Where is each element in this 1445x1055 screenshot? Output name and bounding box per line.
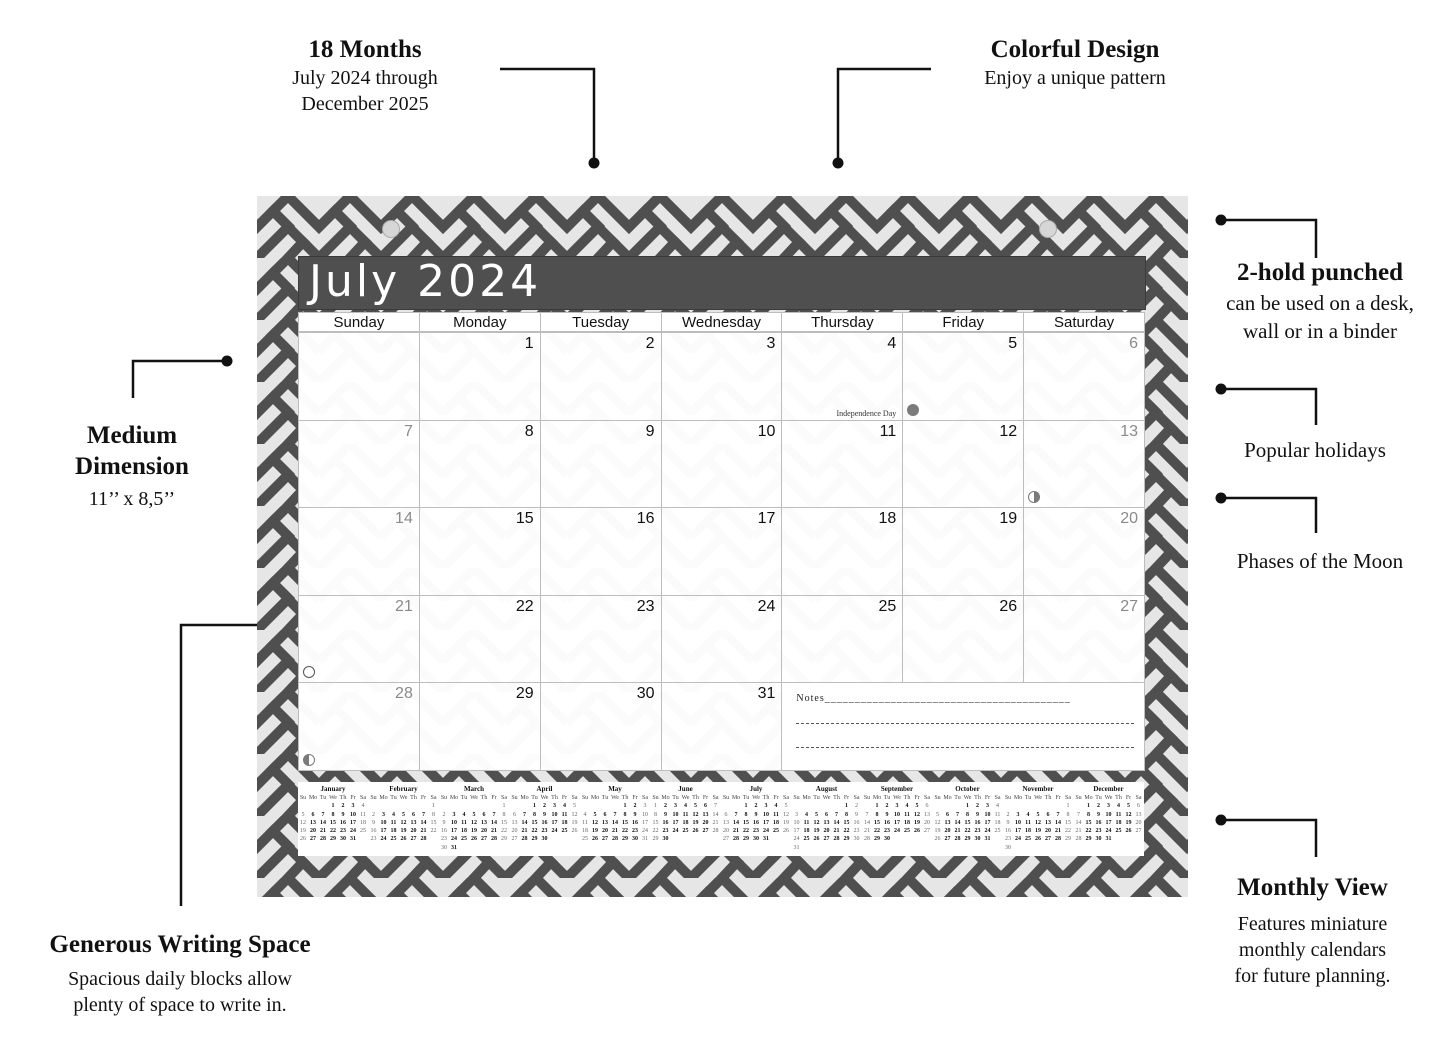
- mini-day-header: Su Mo Tu We Th Fr Sa: [863, 795, 930, 801]
- mini-week-row: 27 28 29 30: [511, 836, 548, 843]
- mini-week-row: 6 7 8 9 10 11 12: [724, 811, 789, 818]
- day-cell[interactable]: [902, 332, 1024, 421]
- mini-week-row: 30 31: [441, 844, 457, 851]
- mini-week-row: 9 10 11 12 13 14 15: [372, 819, 437, 826]
- weekday-header: Wednesday: [661, 312, 783, 332]
- day-cell[interactable]: [661, 682, 783, 771]
- day-number: 1: [524, 335, 534, 352]
- day-cell[interactable]: [540, 507, 662, 596]
- day-number: 30: [636, 685, 655, 703]
- weekday-header: Monday: [419, 312, 541, 332]
- annotation-text: Phases of the Moon: [1236, 549, 1404, 573]
- mini-month-name: October: [955, 785, 980, 793]
- day-number: 7: [403, 422, 413, 440]
- day-cell[interactable]: [661, 332, 783, 421]
- mini-week-row: 20 21 22 23 24 25 26: [723, 828, 789, 835]
- mini-week-row: 16 17 18 19 20 21 22: [441, 828, 507, 835]
- day-number: 29: [515, 685, 534, 703]
- mini-month-name: November: [1022, 785, 1054, 793]
- notes-box[interactable]: [781, 682, 1145, 771]
- day-number: 2: [645, 335, 655, 352]
- annotation-text: 11’’ x 8,5’’: [88, 488, 176, 510]
- mini-calendar: [933, 785, 1003, 844]
- mini-week-row: 7 8 9 10 11 12 13: [1077, 811, 1142, 818]
- annotation-title: Generous Writing Space: [49, 931, 311, 958]
- mini-week-row: 21 22 23 24 25 26 27: [864, 828, 930, 835]
- day-number: 23: [636, 597, 655, 615]
- day-number: 10: [757, 422, 776, 440]
- mini-month-name: December: [1093, 785, 1124, 793]
- mini-week-row: 25 26 27 28 29 30 31: [582, 836, 648, 843]
- mini-week-row: 8 9 10 11 12 13 14: [654, 811, 719, 818]
- annotation-text: July 2024 through: [292, 67, 438, 89]
- weekday-header: Thursday: [781, 312, 903, 332]
- day-number: 22: [515, 597, 534, 615]
- mini-calendar: [439, 785, 509, 852]
- day-number: 8: [524, 422, 534, 440]
- month-title: July 2024: [309, 256, 542, 307]
- mini-day-header: Su Mo Tu We Th Fr Sa: [581, 795, 648, 801]
- mini-week-row: 28 29 30: [864, 836, 890, 843]
- day-cell[interactable]: [540, 420, 662, 509]
- day-number: 21: [395, 597, 413, 615]
- mini-month-name: June: [678, 785, 693, 793]
- annotation-title: Monthly View: [1237, 874, 1388, 901]
- annotation-hole-punched: [1195, 257, 1445, 344]
- mini-week-row: 26 27 28 29 30 31: [934, 836, 991, 843]
- mini-week-row: 23 24 25 26 27 28 29: [1005, 836, 1071, 843]
- annotation-medium-dimension: [47, 420, 217, 512]
- mini-week-row: 1: [1066, 803, 1070, 810]
- day-number: 12: [999, 422, 1018, 440]
- annotation-text: monthly calendars: [1238, 939, 1387, 961]
- mini-week-row: 2 3 4 5 6 7 8: [442, 811, 506, 818]
- weekday-header: Sunday: [298, 312, 420, 332]
- annotation-text: Features miniature: [1237, 913, 1388, 935]
- mini-month-name: February: [389, 785, 418, 793]
- annotation-popular-holidays: [1205, 437, 1425, 463]
- mini-month-name: March: [463, 785, 485, 793]
- day-cell[interactable]: [298, 595, 420, 684]
- mini-week-row: 1 2 3 4 5: [744, 803, 788, 810]
- mini-day-header: Su Mo Tu We Th Fr Sa: [652, 795, 719, 801]
- weekday-header: Tuesday: [540, 312, 662, 332]
- annotation-title: 2-hold punched: [1236, 259, 1404, 286]
- weekday-header: Saturday: [1023, 312, 1145, 332]
- moon-phase-last-quarter-icon: [303, 754, 315, 766]
- day-number: 3: [766, 335, 776, 352]
- mini-week-row: 1 2 3 4 5: [533, 803, 576, 810]
- mini-week-row: 19 20 21 22 23 24 25: [300, 828, 366, 835]
- holiday-label: Independence Day: [836, 408, 897, 418]
- month-grid: [298, 312, 1144, 770]
- mini-calendar: [651, 785, 721, 844]
- notes-line: [796, 747, 1134, 748]
- day-number: 5: [1008, 335, 1018, 352]
- mini-week-row: 10 11 12 13 14 15 16: [793, 819, 860, 826]
- mini-day-header: Su Mo Tu We Th Fr Sa: [793, 795, 860, 801]
- annotation-title: Colorful Design: [990, 36, 1160, 63]
- mini-week-row: 7 8 9 10 11 12 13: [865, 811, 930, 818]
- day-number: 20: [1120, 510, 1138, 528]
- mini-calendar: [1003, 785, 1073, 852]
- day-number: 11: [879, 422, 897, 440]
- mini-day-header: Su Mo Tu We Th Fr Sa: [934, 795, 1001, 801]
- mini-calendar: [721, 785, 791, 844]
- mini-week-row: 2 3 4 5 6 7 8: [372, 811, 435, 818]
- mini-week-row: 6 7 8 9 10 11 12: [513, 811, 578, 818]
- day-cell[interactable]: [1023, 507, 1145, 596]
- day-cell[interactable]: [1023, 332, 1145, 421]
- moon-phase-first-quarter-icon: [1028, 491, 1040, 503]
- mini-week-row: 20 21 22 23 24 25 26: [511, 828, 578, 835]
- mini-week-row: 1: [502, 803, 506, 810]
- day-cell[interactable]: [540, 682, 662, 771]
- day-cell[interactable]: [661, 507, 783, 596]
- mini-calendar: [369, 785, 439, 844]
- mini-week-row: 1 2 3 4 5 6: [1087, 803, 1140, 810]
- mini-day-header: Su Mo Tu We Th Fr Sa: [1075, 795, 1142, 801]
- day-number: 18: [878, 510, 897, 528]
- mini-week-row: 12 13 14 15 16 17 18: [300, 819, 366, 826]
- mini-week-row: 14 15 16 17 18 19 20: [1075, 819, 1142, 826]
- mini-week-row: 13 14 15 16 17 18 19: [511, 819, 578, 826]
- day-number: 27: [1120, 597, 1138, 615]
- mini-week-row: 14 15 16 17 18 19 20: [864, 819, 930, 826]
- mini-month-name: August: [815, 785, 838, 793]
- day-cell[interactable]: [1023, 595, 1145, 684]
- mini-week-row: 11 12 13 14 15 16 17: [582, 819, 648, 826]
- annotation-colorful-design: [955, 34, 1195, 91]
- mini-month-name: January: [320, 785, 346, 793]
- mini-week-row: 21 22 23 24 25 26 27: [1075, 828, 1142, 835]
- mini-week-row: 26 27 28 29 30 31: [300, 836, 356, 843]
- annotation-title: 18 Months: [308, 36, 422, 63]
- annotation-text: Popular holidays: [1244, 438, 1386, 462]
- mini-week-row: 2 3 4 5 6 7 8: [1006, 811, 1070, 818]
- annotation-text: can be used on a desk,: [1226, 291, 1414, 315]
- mini-week-row: 1: [432, 803, 435, 810]
- day-cell[interactable]: [781, 507, 903, 596]
- mini-week-row: 15 16 17 18 19 20 21: [652, 819, 719, 826]
- mini-day-header: Su Mo Tu We Th Fr Sa: [1004, 795, 1071, 801]
- day-cell[interactable]: [419, 682, 541, 771]
- mini-week-row: 23 24 25 26 27 28 29: [441, 836, 507, 843]
- mini-calendar: [792, 785, 862, 852]
- annotation-text: Enjoy a unique pattern: [984, 67, 1166, 89]
- annotation-text: wall or in a binder: [1243, 319, 1397, 343]
- mini-calendar: [298, 785, 368, 844]
- day-number: 13: [1120, 422, 1138, 440]
- day-cell[interactable]: [298, 507, 420, 596]
- day-cell[interactable]: [661, 420, 783, 509]
- day-number: 24: [757, 597, 776, 615]
- day-cell[interactable]: [781, 332, 903, 421]
- mini-week-row: 3 4 5 6 7 8 9: [795, 811, 858, 818]
- moon-phase-new-icon: [907, 404, 919, 416]
- mini-week-row: 5 6 7 8 9 10 11: [301, 811, 366, 818]
- day-number: 4: [887, 335, 897, 352]
- day-number: 17: [757, 510, 776, 528]
- mini-week-row: 23 24 25 26 27 28: [370, 836, 427, 843]
- annotation-moon-phases: [1200, 548, 1440, 574]
- mini-week-row: 16 17 18 19 20 21 22: [1005, 828, 1071, 835]
- mini-week-row: 24 25 26 27 28 29 30: [793, 836, 860, 843]
- annotation-title: Dimension: [75, 453, 189, 480]
- mini-week-row: 16 17 18 19 20 21 22: [370, 828, 437, 835]
- annotation-title: Medium: [86, 422, 178, 449]
- day-number: 26: [999, 597, 1018, 615]
- annotation-text: Spacious daily blocks allow: [68, 968, 292, 990]
- mini-week-row: 9 10 11 12 13 14 15: [442, 819, 507, 826]
- day-cell[interactable]: [419, 507, 541, 596]
- mini-week-row: 9 10 11 12 13 14 15: [1006, 819, 1071, 826]
- mini-day-header: Su Mo Tu We Th Fr Sa: [722, 795, 789, 801]
- annotation-text: December 2025: [301, 93, 429, 115]
- mini-week-row: 22 23 24 25 26 27 28: [652, 828, 719, 835]
- punch-hole-right: [1039, 220, 1057, 238]
- day-cell[interactable]: [419, 420, 541, 509]
- day-cell[interactable]: [781, 595, 903, 684]
- mini-week-row: 12 13 14 15 16 17 18: [934, 819, 1001, 826]
- mini-week-row: 1 2 3 4 5 6 7: [654, 803, 717, 810]
- day-cell[interactable]: [419, 595, 541, 684]
- day-cell[interactable]: [540, 332, 662, 421]
- punch-hole-left: [382, 220, 400, 238]
- mini-month-name: April: [536, 785, 553, 793]
- day-cell[interactable]: [661, 595, 783, 684]
- annotation-text: for future planning.: [1234, 965, 1391, 987]
- annotation-18-months: [255, 34, 475, 117]
- mini-calendars-strip: [298, 782, 1144, 856]
- mini-week-row: 17 18 19 20 21 22 23: [793, 828, 860, 835]
- mini-calendar: [510, 785, 580, 844]
- mini-month-name: September: [880, 785, 914, 793]
- day-number: 31: [757, 685, 776, 703]
- day-cell[interactable]: [298, 420, 420, 509]
- day-cell[interactable]: [1023, 420, 1145, 509]
- mini-week-row: 1 2: [845, 803, 858, 810]
- mini-week-row: 31: [793, 844, 800, 851]
- mini-month-name: May: [608, 785, 622, 793]
- mini-calendar: [580, 785, 650, 844]
- mini-month-name: July: [749, 785, 763, 793]
- day-cell[interactable]: [298, 332, 420, 421]
- day-cell[interactable]: [902, 507, 1024, 596]
- day-cell[interactable]: [781, 420, 903, 509]
- mini-week-row: 29 30: [652, 836, 669, 843]
- moon-phase-full-icon: [303, 666, 315, 678]
- day-cell[interactable]: [902, 420, 1024, 509]
- mini-week-row: 1 2 3 4: [331, 803, 365, 810]
- mini-week-row: 1 2 3 4: [966, 803, 999, 810]
- mini-week-row: 1 2 3 4 5 6: [875, 803, 929, 810]
- mini-week-row: 19 20 21 22 23 24 25: [934, 828, 1001, 835]
- day-cell[interactable]: [540, 595, 662, 684]
- mini-week-row: 28 29 30 31: [1075, 836, 1112, 843]
- day-number: 9: [645, 422, 655, 440]
- day-number: 16: [636, 510, 655, 528]
- desk-calendar: [257, 196, 1188, 897]
- month-header: [298, 256, 1146, 310]
- mini-calendar: [862, 785, 932, 844]
- mini-week-row: 13 14 15 16 17 18 19: [723, 819, 789, 826]
- day-number: 19: [999, 510, 1018, 528]
- day-number: 15: [515, 510, 534, 528]
- mini-week-row: 1 2 3: [623, 803, 647, 810]
- mini-calendar: [1074, 785, 1144, 844]
- day-number: 14: [395, 510, 413, 528]
- mini-week-row: 30: [1005, 844, 1011, 851]
- mini-week-row: 4 5 6 7 8 9 10: [583, 811, 648, 818]
- mini-week-row: 27 28 29 30 31: [723, 836, 769, 843]
- notes-line: [796, 723, 1134, 724]
- day-cell[interactable]: [298, 682, 420, 771]
- mini-day-header: Su Mo Tu We Th Fr Sa: [440, 795, 507, 801]
- day-number: 25: [878, 597, 897, 615]
- annotation-text: plenty of space to write in.: [73, 994, 287, 1016]
- mini-day-header: Su Mo Tu We Th Fr Sa: [299, 795, 366, 801]
- annotation-monthly-view: [1200, 872, 1425, 989]
- day-number: 6: [1129, 335, 1138, 352]
- mini-day-header: Su Mo Tu We Th Fr Sa: [511, 795, 578, 801]
- weekday-header: Friday: [902, 312, 1024, 332]
- notes-label: Notes_________________________________________: [796, 693, 1071, 705]
- day-cell[interactable]: [419, 332, 541, 421]
- mini-week-row: 5 6 7 8 9 10 11: [936, 811, 1001, 818]
- day-cell[interactable]: [902, 595, 1024, 684]
- mini-day-header: Su Mo Tu We Th Fr Sa: [370, 795, 437, 801]
- annotation-writing-space: [20, 929, 340, 1018]
- mini-week-row: 18 19 20 21 22 23 24: [582, 828, 648, 835]
- day-number: 28: [395, 685, 413, 703]
